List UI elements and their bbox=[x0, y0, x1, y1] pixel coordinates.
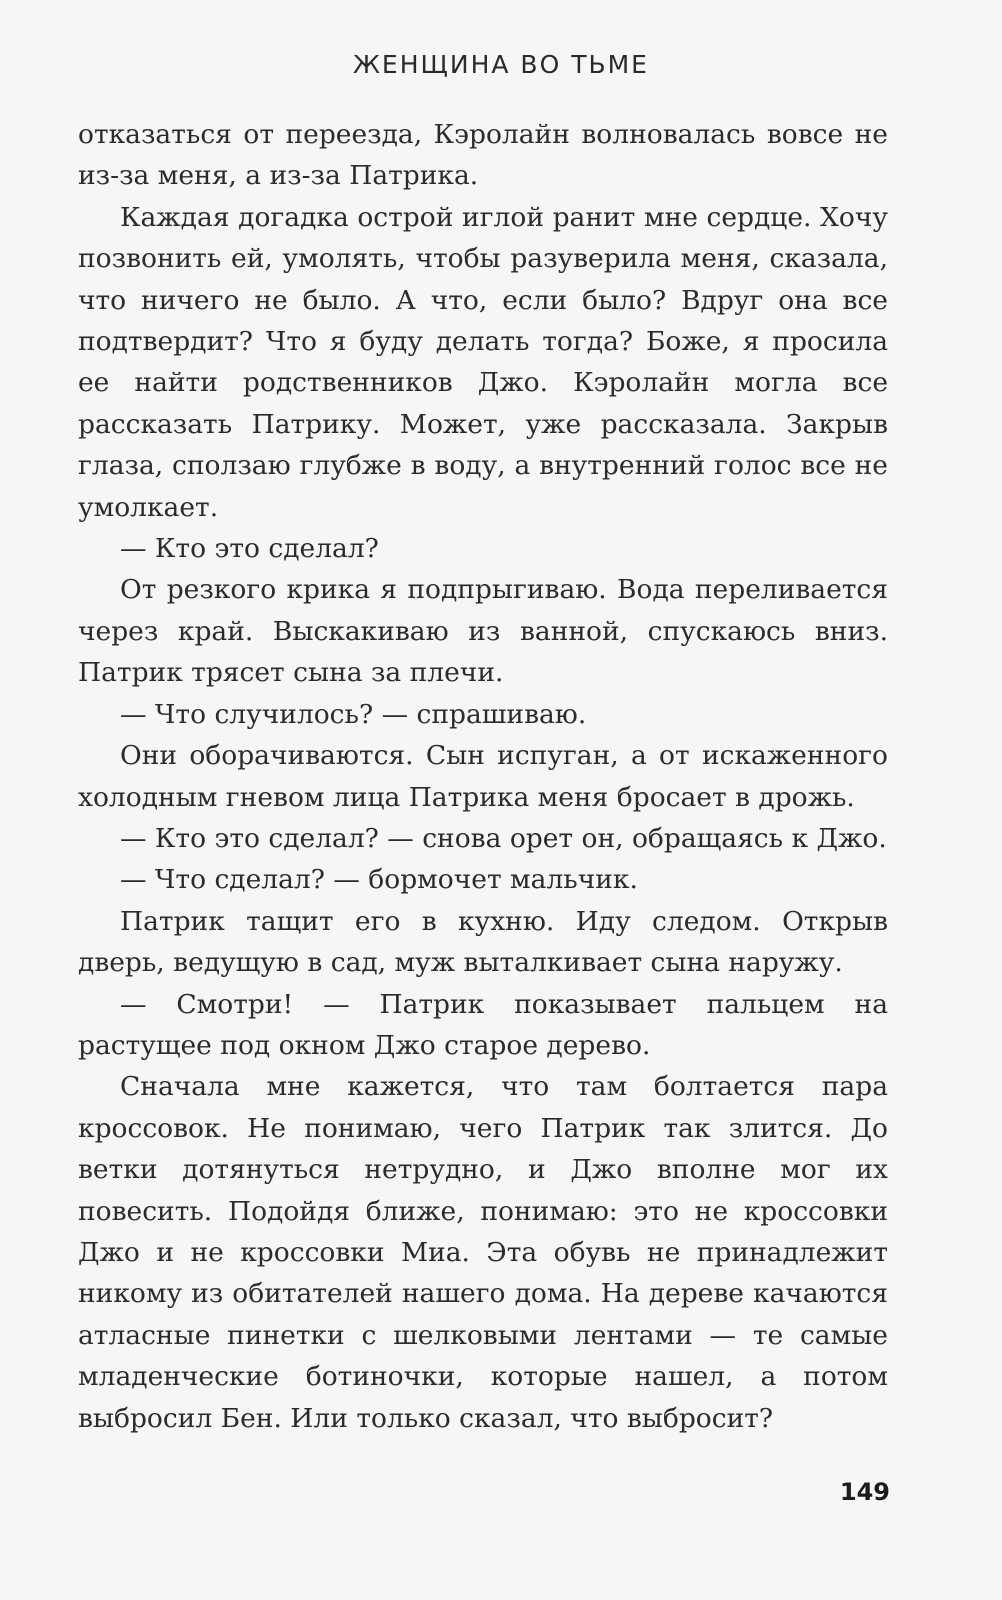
paragraph: От резкого крика я подпрыгиваю. Вода переливается через край. Выскакиваю из ванной, спускаюсь вниз. Патрик трясет сына за плечи. bbox=[78, 574, 888, 689]
paragraph: Сначала мне кажется, что там болтается пара кроссовок. Не понимаю, чего Патрик так злится. До ветки дотянуться нетрудно, и Джо вполне мог их повесить. Подойдя ближе, понимаю: это не кроссовки Джо и не кроссовки Миа. Эта обувь не принадлежит никому из обитателей нашего дома. На дереве качаются атласные пинетки с шелковыми лентами — те самые младенческие ботиночки, которые нашел, а потом выбросил Бен. Или только сказал, что выбросит? bbox=[78, 1071, 888, 1434]
paragraph: — Что случилось? — спрашиваю. bbox=[120, 698, 587, 730]
running-title: ЖЕНЩИНА ВО ТЬМЕ bbox=[353, 50, 649, 79]
page-number: 149 bbox=[839, 1478, 890, 1506]
paragraph: — Кто это сделал? bbox=[120, 533, 379, 565]
paragraph: Каждая догадка острой иглой ранит мне сердце. Хочу позвонить ей, умолять, чтобы разуверила меня, сказала, что ничего не было. А что, если было? Вдруг она все подтвердит? Что я буду делать тогда? Боже, я просила ее найти родственников Джо. Кэролайн могла все рассказать Патрику. Может, уже рассказала. Закрыв глаза, сползаю глубже в воду, а внутренний голос все не умолкает. bbox=[78, 201, 888, 523]
paragraph: Патрик тащит его в кухню. Иду следом. Открыв дверь, ведущую в сад, муж выталкивает сына наружу. bbox=[78, 905, 888, 979]
paragraph: — Кто это сделал? — снова орет он, обращаясь к Джо. bbox=[120, 822, 887, 854]
body-text bbox=[78, 114, 888, 1439]
paragraph: — Смотри! — Патрик показывает пальцем на растущее под окном Джо старое дерево. bbox=[78, 988, 888, 1061]
paragraph: Они оборачиваются. Сын испуган, а от искаженного холодным гневом лица Патрика меня бросает в дрожь. bbox=[78, 740, 888, 813]
paragraph: отказаться от переезда, Кэролайн волновалась вовсе не из-за меня, а из-за Патрика. bbox=[78, 119, 888, 192]
paragraph: — Что сделал? — бормочет мальчик. bbox=[120, 864, 638, 896]
